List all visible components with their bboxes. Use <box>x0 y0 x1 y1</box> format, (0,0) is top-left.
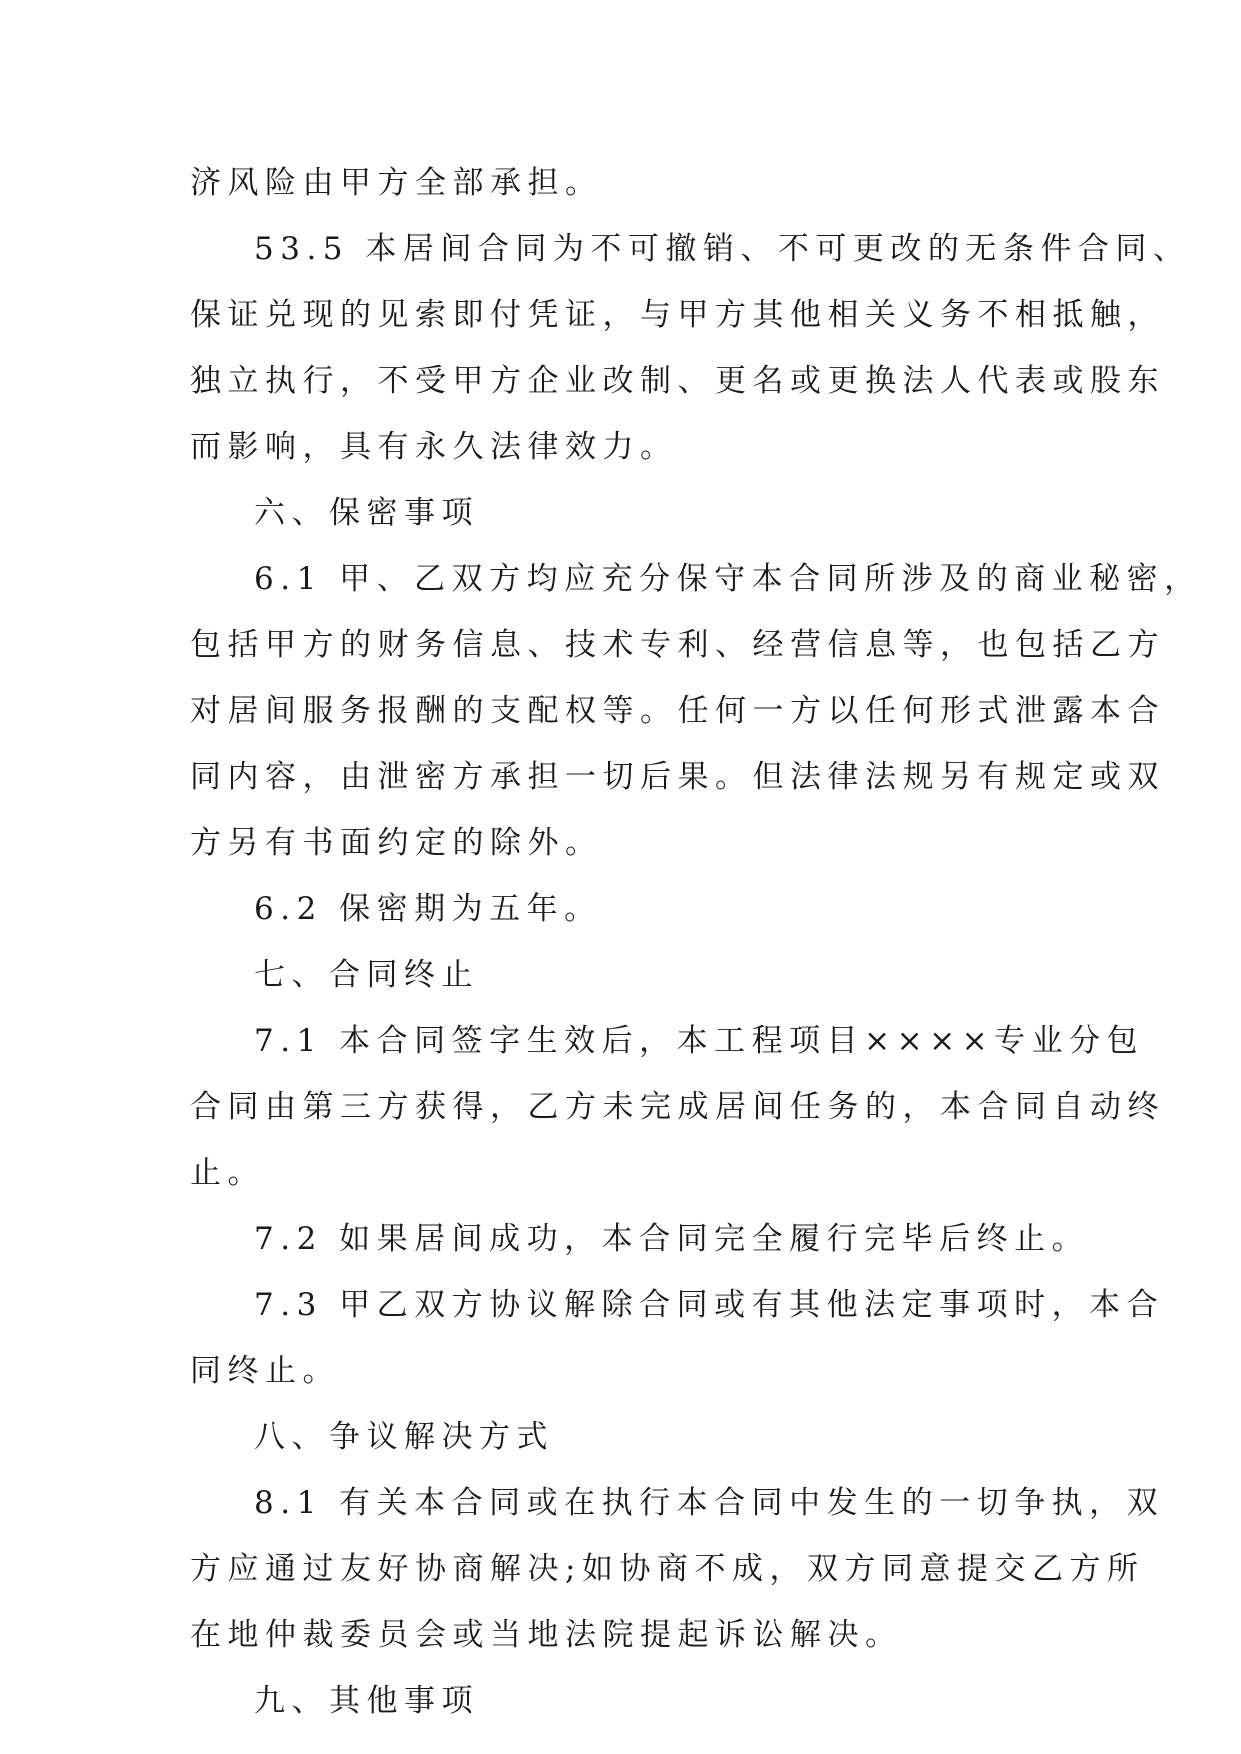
section-heading: 六、保密事项 <box>254 495 479 531</box>
text-line: 在地仲裁委员会或当地法院提起诉讼解决。 <box>190 1617 903 1653</box>
document-body <box>190 150 1202 1734</box>
text-line: 济风险由甲方全部承担。 <box>190 165 603 201</box>
text-line: 保证兑现的见索即付凭证，与甲方其他相关义务不相抵触， <box>190 297 1165 333</box>
section-heading: 九、其他事项 <box>254 1683 479 1719</box>
clause-line: 7.3 甲乙双方协议解除合同或有其他法定事项时，本合 <box>254 1287 1165 1323</box>
text-line: 包括甲方的财务信息、技术专利、经营信息等，也包括乙方 <box>190 627 1165 663</box>
text-line: 对居间服务报酬的支配权等。任何一方以任何形式泄露本合 <box>190 693 1165 729</box>
clause-line: 6.1 甲、乙双方均应充分保守本合同所涉及的商业秘密， <box>254 561 1202 597</box>
section-heading: 八、争议解决方式 <box>254 1419 554 1455</box>
text-line: 方应通过友好协商解决;如协商不成，双方同意提交乙方所 <box>190 1551 1145 1587</box>
clause-line: 8.1 有关本合同或在执行本合同中发生的一切争执，双 <box>254 1485 1165 1521</box>
text-line: 方另有书面约定的除外。 <box>190 825 603 861</box>
text-line: 合同由第三方获得，乙方未完成居间任务的，本合同自动终 <box>190 1089 1165 1125</box>
text-line: 同内容，由泄密方承担一切后果。但法律法规另有规定或双 <box>190 759 1165 795</box>
clause-line: 7.2 如果居间成功，本合同完全履行完毕后终止。 <box>254 1221 1090 1257</box>
clause-line: 7.1 本合同签字生效后，本工程项目××××专业分包 <box>254 1023 1145 1059</box>
text-line: 而影响，具有永久法律效力。 <box>190 429 678 465</box>
clause-line: 53.5 本居间合同为不可撤销、不可更改的无条件合同、 <box>254 231 1191 267</box>
section-heading: 七、合同终止 <box>254 957 479 993</box>
clause-line: 6.2 保密期为五年。 <box>254 891 602 927</box>
text-line: 同终止。 <box>190 1353 340 1389</box>
text-line: 止。 <box>190 1155 265 1191</box>
text-line: 独立执行，不受甲方企业改制、更名或更换法人代表或股东 <box>190 363 1165 399</box>
